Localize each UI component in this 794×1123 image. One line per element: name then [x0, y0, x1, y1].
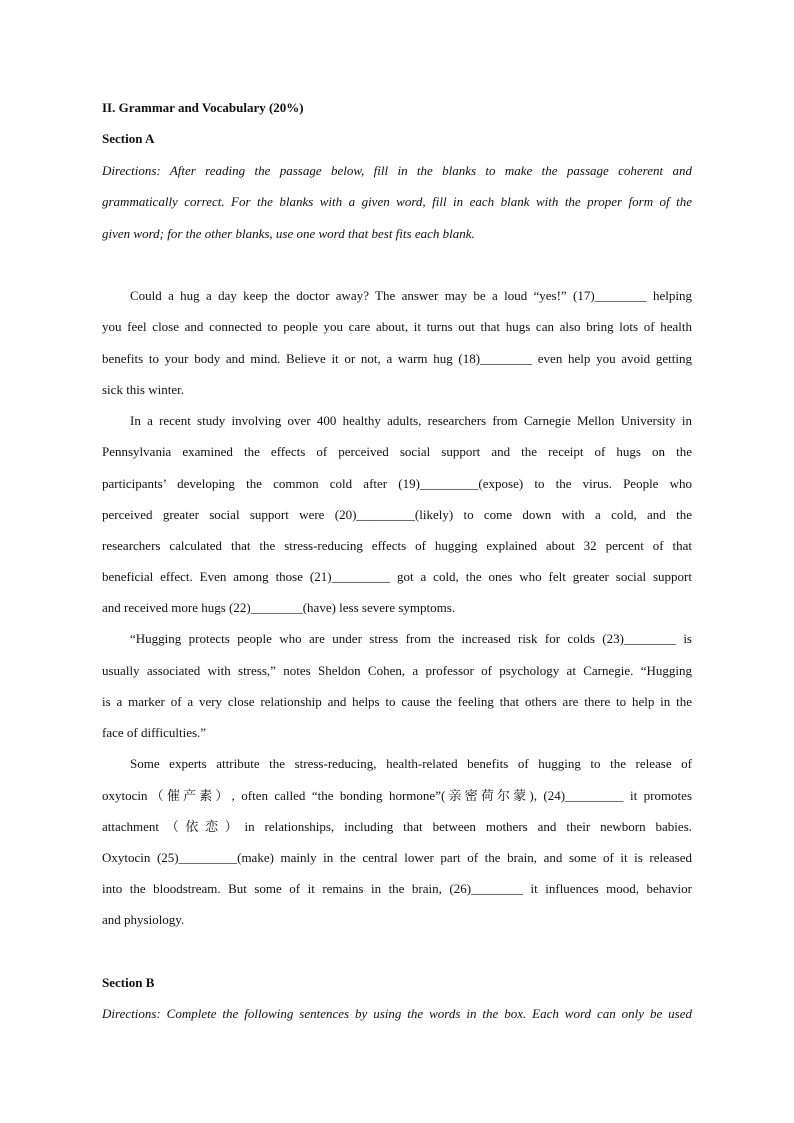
- passage-line: In a recent study involving over 400 healthy adults, researchers from Carnegie Mellon University in: [130, 413, 692, 428]
- passage-line: attachment（依恋）in relationships, including that between mothers and their newborn babies.: [102, 819, 692, 834]
- section-b-directions-line: Directions: Complete the following sentences by using the words in the box. Each word can only be used: [102, 1006, 692, 1021]
- passage-line: face of difficulties.”: [102, 725, 207, 740]
- passage-line: and physiology.: [102, 912, 185, 927]
- passage-line: into the bloodstream. But some of it remains in the brain, (26)________ it influences mood, behavior: [102, 881, 692, 896]
- section-a-directions-line: Directions: After reading the passage below, fill in the blanks to make the passage coherent and: [102, 163, 692, 178]
- passage-line: you feel close and connected to people you care about, it turns out that hugs can also bring lots of health: [102, 319, 692, 334]
- passage-line: beneficial effect. Even among those (21)_________ got a cold, the ones who felt greater social support: [102, 569, 692, 584]
- passage-line: is a marker of a very close relationship and helps to cause the feeling that others are there to help in the: [102, 694, 692, 709]
- passage-line: Some experts attribute the stress-reducing, health-related benefits of hugging to the release of: [130, 756, 692, 771]
- passage-line: oxytocin（催产素）, often called “the bonding hormone”(亲密荷尔蒙), (24)_________ it promotes: [102, 788, 692, 803]
- section-a-directions-line: grammatically correct. For the blanks with a given word, fill in each blank with the proper form of the: [102, 194, 692, 209]
- passage-line: Pennsylvania examined the effects of perceived social support and the receipt of hugs on the: [102, 444, 692, 459]
- passage-line: usually associated with stress,” notes Sheldon Cohen, a professor of psychology at Carnegie. “Hugging: [102, 663, 692, 678]
- passage-line: “Hugging protects people who are under stress from the increased risk for colds (23)________ is: [130, 631, 692, 646]
- passage-line: benefits to your body and mind. Believe it or not, a warm hug (18)________ even help you avoid getting: [102, 351, 692, 366]
- section-b-heading: Section B: [102, 975, 155, 990]
- passage-line: Oxytocin (25)_________(make) mainly in the central lower part of the brain, and some of it is released: [102, 850, 692, 865]
- section-a-heading: Section A: [102, 131, 155, 146]
- passage-line: researchers calculated that the stress-reducing effects of hugging explained about 32 percent of that: [102, 538, 692, 553]
- section-a-directions-line: given word; for the other blanks, use one word that best fits each blank.: [102, 226, 475, 241]
- passage-line: Could a hug a day keep the doctor away? The answer may be a loud “yes!” (17)________ helping: [130, 288, 692, 303]
- part-title: II. Grammar and Vocabulary (20%): [102, 100, 304, 115]
- passage-line: sick this winter.: [102, 382, 184, 397]
- passage-line: participants’ developing the common cold after (19)_________(expose) to the virus. People who: [102, 476, 692, 491]
- passage-line: and received more hugs (22)________(have) less severe symptoms.: [102, 600, 456, 615]
- passage-line: perceived greater social support were (20)_________(likely) to come down with a cold, and the: [102, 507, 692, 522]
